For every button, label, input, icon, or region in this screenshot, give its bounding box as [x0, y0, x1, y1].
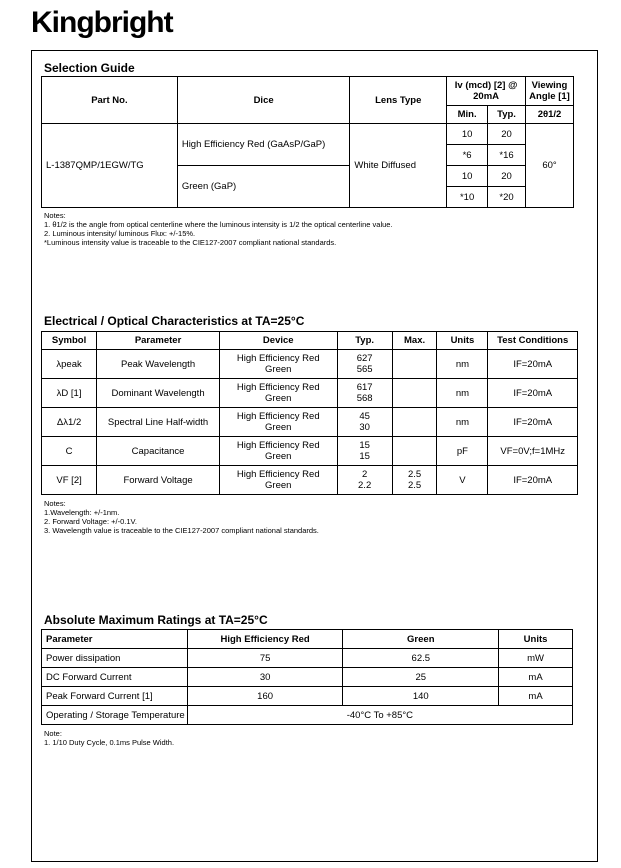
iv-typ: 20 [488, 124, 526, 145]
parameter: Peak Forward Current [1] [42, 687, 188, 706]
device [219, 466, 337, 495]
table-row [42, 649, 573, 668]
header-min: Min. [447, 106, 488, 124]
parameter: Forward Voltage [97, 466, 220, 495]
header-typ: Typ. [337, 332, 392, 350]
typ-line: 2.2 [358, 480, 372, 491]
max-line: 2.5 [407, 480, 422, 491]
lens-type: White Diffused [350, 124, 447, 208]
green-value: 62.5 [343, 649, 499, 668]
typ-line: 617 [356, 382, 373, 393]
note-line: 3. Wavelength value is traceable to the CIE127-2007 compliant national standards. [44, 526, 319, 535]
parameter: Capacitance [97, 437, 220, 466]
typ-line: 30 [359, 422, 370, 433]
units: mW [499, 649, 573, 668]
symbol: λpeak [42, 350, 97, 379]
absolute-ratings-title: Absolute Maximum Ratings at TA=25°C [44, 613, 268, 627]
typ-line: 15 [359, 451, 370, 462]
typ [337, 350, 392, 379]
device-line: Green [265, 480, 292, 491]
iv-typ: *20 [488, 187, 526, 208]
symbol: λD [1] [42, 379, 97, 408]
dice-green: Green (GaP) [177, 166, 350, 208]
test-condition: IF=20mA [488, 466, 578, 495]
typ-line: 2 [361, 469, 368, 480]
test-condition: VF=0V;f=1MHz [488, 437, 578, 466]
parameter: Operating / Storage Temperature [42, 706, 188, 725]
header-dice: Dice [177, 77, 350, 124]
note-line: Note: [44, 729, 62, 738]
iv-min: *6 [447, 145, 488, 166]
red-value: 30 [187, 668, 343, 687]
max [392, 466, 437, 495]
red-value: 75 [187, 649, 343, 668]
note-line: Notes: [44, 211, 66, 220]
table-row [42, 706, 573, 725]
header-green: Green [343, 630, 499, 649]
units: nm [437, 379, 488, 408]
table-row [42, 466, 578, 495]
green-value: 140 [343, 687, 499, 706]
note-line: 1.Wavelength: +/-1nm. [44, 508, 120, 517]
typ-line: 15 [359, 440, 370, 451]
note-line: *Luminous intensity value is traceable to the CIE127-2007 compliant national standards. [44, 238, 337, 247]
units: V [437, 466, 488, 495]
electrical-title: Electrical / Optical Characteristics at TA=25°C [44, 314, 305, 328]
part-number: L-1387QMP/1EGW/TG [42, 124, 178, 208]
units: pF [437, 437, 488, 466]
max [392, 379, 437, 408]
symbol: Δλ1/2 [42, 408, 97, 437]
absolute-ratings-table [41, 629, 573, 725]
typ [337, 408, 392, 437]
max [392, 350, 437, 379]
selection-guide-table [41, 76, 574, 208]
absolute-notes [44, 729, 174, 747]
parameter: Dominant Wavelength [97, 379, 220, 408]
typ-line: 45 [359, 411, 370, 422]
device-line: Green [265, 393, 292, 404]
header-angle-symbol: 2θ1/2 [526, 106, 574, 124]
device-line: Green [265, 451, 292, 462]
header-units: Units [437, 332, 488, 350]
device [219, 437, 337, 466]
device-line: High Efficiency Red [236, 382, 320, 393]
header-part-no: Part No. [42, 77, 178, 124]
header-test-conditions: Test Conditions [488, 332, 578, 350]
max [392, 437, 437, 466]
viewing-angle: 60° [526, 124, 574, 208]
max-line: 2.5 [407, 469, 422, 480]
note-line: Notes: [44, 499, 66, 508]
typ-line: 565 [356, 364, 373, 375]
header-red: High Efficiency Red [187, 630, 343, 649]
units: mA [499, 668, 573, 687]
brand-logo: Kingbright [31, 6, 173, 39]
typ [337, 466, 392, 495]
device-line: High Efficiency Red [236, 440, 320, 451]
device [219, 350, 337, 379]
parameter: Power dissipation [42, 649, 188, 668]
header-typ: Typ. [488, 106, 526, 124]
parameter: DC Forward Current [42, 668, 188, 687]
table-row [42, 437, 578, 466]
header-symbol: Symbol [42, 332, 97, 350]
red-value: 160 [187, 687, 343, 706]
device-line: Green [265, 364, 292, 375]
table-row [42, 408, 578, 437]
header-iv: Iv (mcd) [2] @ 20mA [447, 77, 526, 106]
dice-red: High Efficiency Red (GaAsP/GaP) [177, 124, 350, 166]
parameter: Spectral Line Half-width [97, 408, 220, 437]
header-parameter: Parameter [42, 630, 188, 649]
max [392, 408, 437, 437]
iv-typ: *16 [488, 145, 526, 166]
iv-min: 10 [447, 124, 488, 145]
device-line: Green [265, 422, 292, 433]
selection-guide-notes [44, 211, 393, 247]
electrical-table [41, 331, 578, 495]
typ-line: 568 [356, 393, 373, 404]
iv-typ: 20 [488, 166, 526, 187]
device [219, 408, 337, 437]
table-row [42, 687, 573, 706]
test-condition: IF=20mA [488, 350, 578, 379]
typ-line: 627 [356, 353, 373, 364]
note-line: 1. 1/10 Duty Cycle, 0.1ms Pulse Width. [44, 738, 175, 747]
header-device: Device [219, 332, 337, 350]
typ [337, 379, 392, 408]
typ [337, 437, 392, 466]
header-units: Units [499, 630, 573, 649]
header-lens-type: Lens Type [350, 77, 447, 124]
test-condition: IF=20mA [488, 408, 578, 437]
symbol: VF [2] [42, 466, 97, 495]
note-line: 1. θ1/2 is the angle from optical centerline where the luminous intensity is 1/2 the optical centerline value. [44, 220, 393, 229]
iv-min: *10 [447, 187, 488, 208]
table-row [42, 379, 578, 408]
device [219, 379, 337, 408]
green-value: 25 [343, 668, 499, 687]
note-line: 2. Forward Voltage: +/-0.1V. [44, 517, 137, 526]
units: nm [437, 408, 488, 437]
units: nm [437, 350, 488, 379]
units: mA [499, 687, 573, 706]
header-viewing-angle: Viewing Angle [1] [526, 77, 574, 106]
symbol: C [42, 437, 97, 466]
header-max: Max. [392, 332, 437, 350]
header-parameter: Parameter [97, 332, 220, 350]
parameter: Peak Wavelength [97, 350, 220, 379]
temperature-range: -40°C To +85°C [187, 706, 572, 725]
electrical-notes [44, 499, 319, 535]
test-condition: IF=20mA [488, 379, 578, 408]
iv-min: 10 [447, 166, 488, 187]
device-line: High Efficiency Red [236, 469, 320, 480]
note-line: 2. Luminous intensity/ luminous Flux: +/-15%. [44, 229, 196, 238]
selection-guide-title: Selection Guide [44, 61, 135, 75]
table-row [42, 350, 578, 379]
table-row [42, 668, 573, 687]
device-line: High Efficiency Red [236, 353, 320, 364]
device-line: High Efficiency Red [236, 411, 320, 422]
